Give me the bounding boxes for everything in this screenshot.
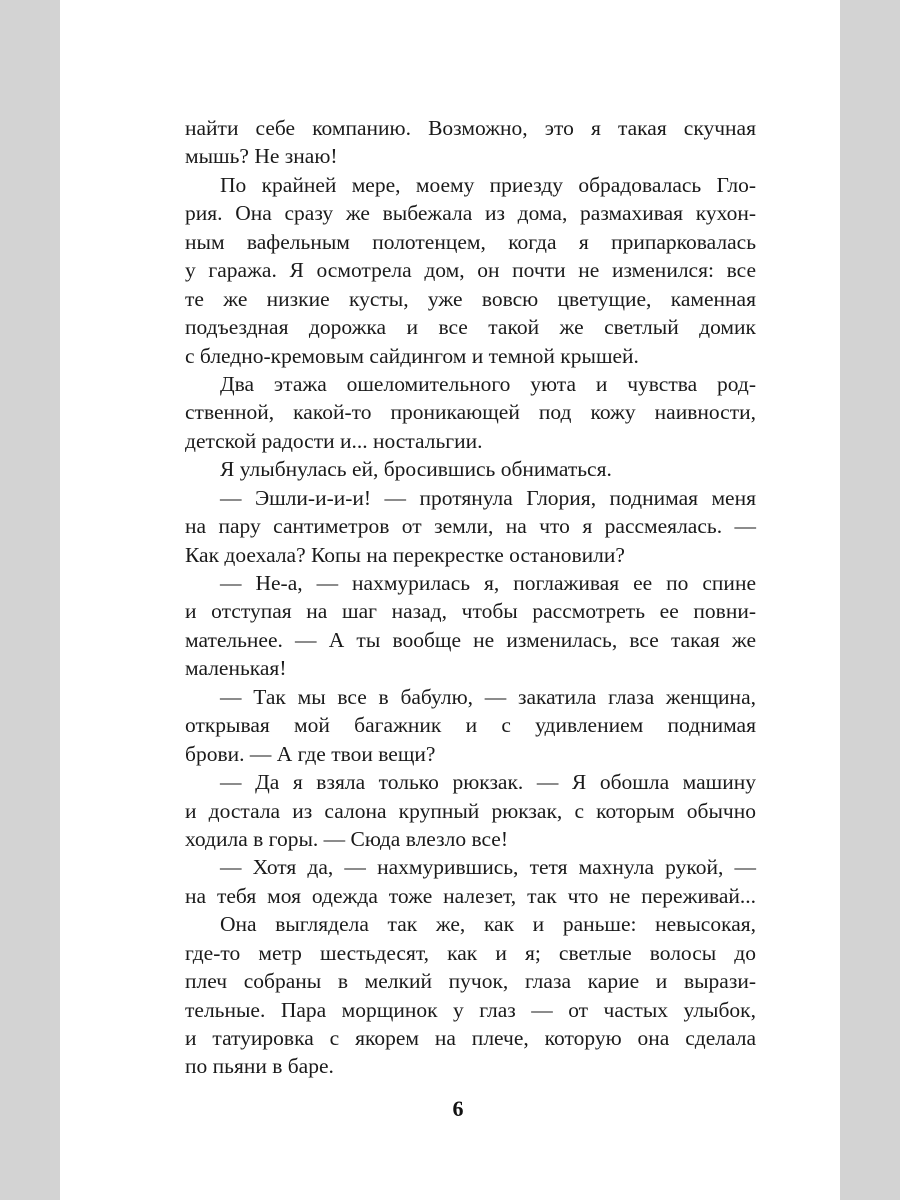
text-line: — Не-а, — нахмурилась я, поглаживая ее по спине [220,571,756,595]
text-line: и отступая на шаг назад, чтобы рассмотреть ее повни- [185,599,756,624]
text-line: — Да я взяла только рюкзак. — Я обошла машину [220,770,756,795]
text-line: — Так мы все в бабулю, — закатила глаза женщина, [220,684,756,709]
text-line: на тебя моя одежда тоже налезет, так что не переживай... [185,883,756,908]
text-line: Как доехала? Копы на перекрестке остановили? [185,542,625,567]
text-line: рия. Она сразу же выбежала из дома, размахивая кухон- [185,201,756,226]
page-number: 6 [452,1096,464,1121]
text-line: плеч собраны в мелкий пучок, глаза карие и вырази- [185,969,756,994]
text-line: По крайней мере, моему приезду обрадовалась Гло- [220,172,756,197]
text-line: подъездная дорожка и все такой же светлый домик [185,315,756,340]
text-line: Два этажа ошеломительного уюта и чувства род- [220,371,756,396]
text-line: и достала из салона крупный рюкзак, с которым обычно [185,798,756,823]
book-page [60,0,840,1200]
text-line: ходила в горы. — Сюда влезло все! [185,826,508,851]
text-line: маленькая! [185,656,287,681]
text-line: по пьяни в баре. [185,1054,334,1079]
text-line: с бледно-кремовым сайдингом и темной крышей. [185,343,639,368]
text-line: Она выглядела так же, как и раньше: невысокая, [220,912,756,937]
text-line: найти себе компанию. Возможно, это я такая скучная [185,116,756,140]
text-line: мышь? Не знаю! [185,144,338,169]
text-line: у гаража. Я осмотрела дом, он почти не изменился: все [185,258,756,283]
text-line: ным вафельным полотенцем, когда я припарковалась [185,229,756,254]
text-line: брови. — А где твои вещи? [185,741,436,766]
body-text [185,114,756,1081]
text-line: открывая мой багажник и с удивлением поднимая [185,713,756,738]
text-line: тельные. Пара морщинок у глаз — от частых улыбок, [185,997,756,1022]
text-line: те же низкие кусты, уже вовсю цветущие, каменная [185,286,756,311]
text-line: на пару сантиметров от земли, на что я рассмеялась. — [185,514,756,539]
text-line: где-то метр шестьдесят, как и я; светлые волосы до [185,940,756,965]
text-line: — Хотя да, — нахмурившись, тетя махнула рукой, — [220,855,756,880]
text-line: — Эшли-и-и-и! — протянула Глория, поднимая меня [220,485,756,510]
text-line: ственной, какой-то проникающей под кожу наивности, [185,400,756,425]
text-line: детской радости и... ностальгии. [185,428,483,453]
text-line: и татуировка с якорем на плече, которую она сделала [185,1026,756,1050]
text-line: Я улыбнулась ей, бросившись обниматься. [220,457,612,482]
text-line: мательнее. — А ты вообще не изменилась, все такая же [185,627,756,652]
